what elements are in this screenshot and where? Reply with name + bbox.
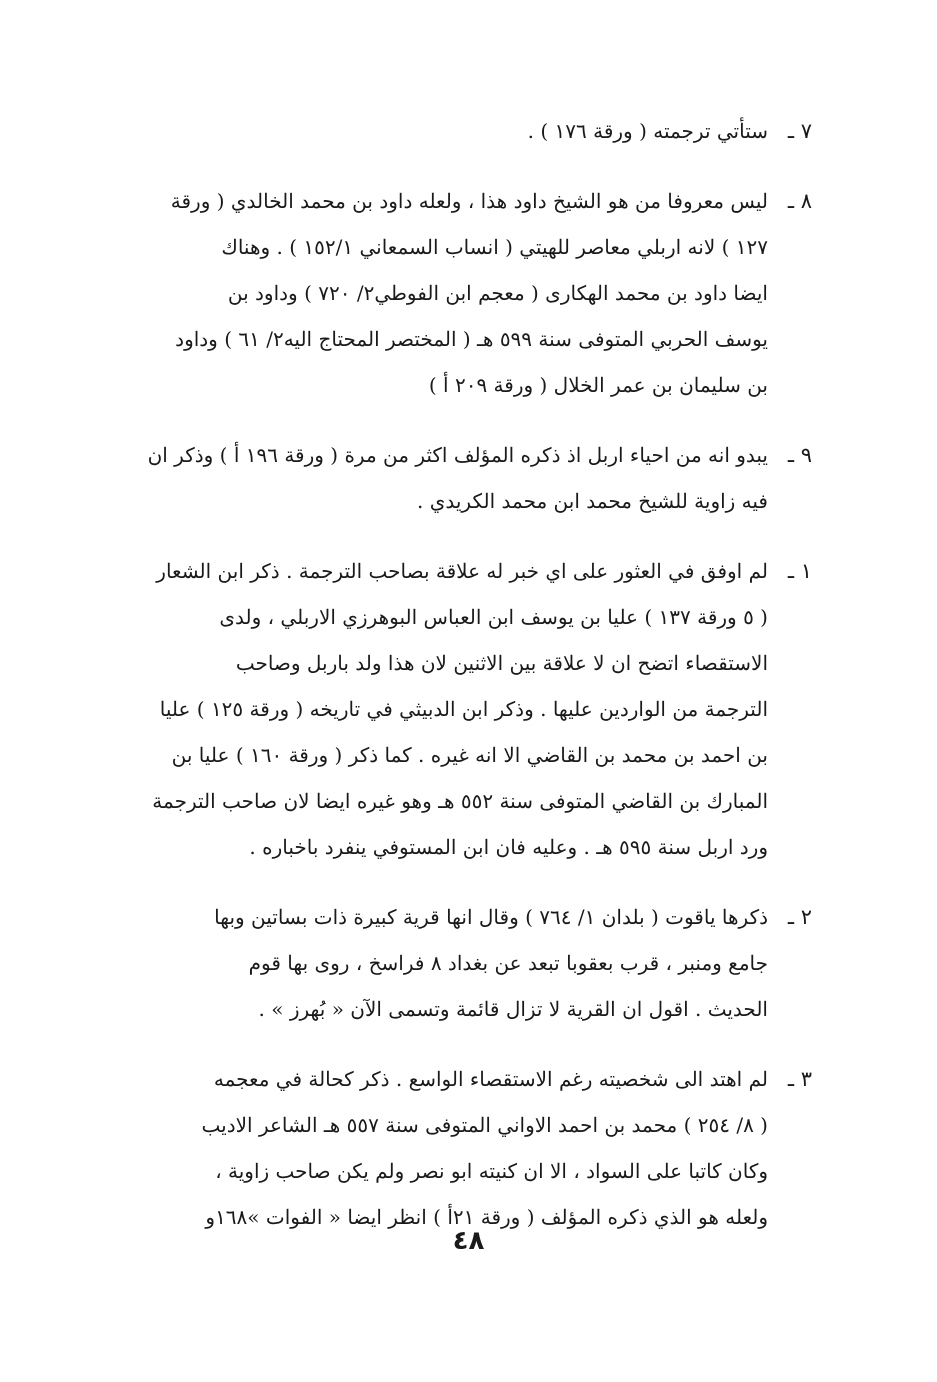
text-line: يوسف الحربي المتوفى سنة ٥٩٩ هـ ( المختصر المحتاج اليه٢/ ٦١ ) وداود [175, 327, 768, 351]
text-line: ( ٥ ورقة ١٣٧ ) عليا بن يوسف ابن العباس البوهرزي الاربلي ، ولدى [219, 605, 768, 629]
text-line: ( ٨/ ٢٥٤ ) محمد بن احمد الاواني المتوفى سنة ٥٥٧ هـ الشاعر الاديب [201, 1113, 768, 1137]
footnote [130, 108, 812, 154]
text-line: يبدو انه من احياء اربل اذ ذكره المؤلف اكثر من مرة ( ورقة ١٩٦ أ ) وذكر ان [147, 443, 768, 467]
footnote [130, 548, 812, 870]
text-line: ايضا داود بن محمد الهكارى ( معجم ابن الفوطي٢/ ٧٢٠ ) وداود بن [227, 281, 768, 305]
text-line: بن احمد بن محمد بن القاضي الا انه غيره . كما ذكر ( ورقة ١٦٠ ) عليا بن [171, 743, 768, 767]
footnote-text [130, 548, 768, 870]
text-line: ستأتي ترجمته ( ورقة ١٧٦ ) . [527, 119, 768, 143]
text-line: ورد اربل سنة ٥٩٥ هـ . وعليه فان ابن المستوفي ينفرد باخباره . [249, 835, 768, 859]
text-line: المبارك بن القاضي المتوفى سنة ٥٥٢ هـ وهو غيره ايضا لان صاحب الترجمة [152, 789, 768, 813]
text-line: الحديث . اقول ان القرية لا تزال قائمة وتسمى الآن « بُهرز » . [258, 997, 768, 1021]
text-line: الترجمة من الواردين عليها . وذكر ابن الدبيثي في تاريخه ( ورقة ١٢٥ ) عليا [159, 697, 768, 721]
footnote [130, 1056, 812, 1240]
text-line: الاستقصاء اتضح ان لا علاقة بين الاثنين لان هذا ولد باربل وصاحب [235, 651, 768, 675]
footnote-number: ٢ ـ [787, 905, 812, 929]
text-line: فيه زاوية للشيخ محمد ابن محمد الكريدي . [416, 489, 768, 513]
footnote [130, 178, 812, 408]
text-line: وكان كاتبا على السواد ، الا ان كنيته ابو نصر ولم يكن صاحب زاوية ، [215, 1159, 768, 1183]
footnote-number: ٩ ـ [787, 443, 812, 467]
text-line: جامع ومنبر ، قرب بعقوبا تبعد عن بغداد ٨ فراسخ ، روى بها قوم [248, 951, 768, 975]
text-line: ١٢٧ ) لانه اربلي معاصر للهيتي ( انساب السمعاني ١٥٢/١ ) . وهناك [221, 235, 768, 259]
text-line: لم اوفق في العثور على اي خبر له علاقة بصاحب الترجمة . ذكر ابن الشعار [156, 559, 768, 583]
text-line: ليس معروفا من هو الشيخ داود هذا ، ولعله داود بن محمد الخالدي ( ورقة [170, 189, 768, 213]
footnote-number: ٨ ـ [787, 189, 812, 213]
footnotes [130, 108, 812, 1264]
footnote-text [130, 1056, 768, 1240]
footnote [130, 894, 812, 1032]
footnote-text [130, 108, 768, 154]
footnote-text [130, 178, 768, 408]
text-line: بن سليمان بن عمر الخلال ( ورقة ٢٠٩ أ ) [428, 373, 768, 397]
footnote-number: ١ ـ [787, 559, 812, 583]
footnote-text [130, 894, 768, 1032]
footnote-number: ٣ ـ [787, 1067, 812, 1091]
text-line: لم اهتد الى شخصيته رغم الاستقصاء الواسع . ذكر كحالة في معجمه [213, 1067, 768, 1091]
text-line: ذكرها ياقوت ( بلدان ١/ ٧٦٤ ) وقال انها قرية كبيرة ذات بساتين وبها [214, 905, 768, 929]
text-line: ولعله هو الذي ذكره المؤلف ( ورقة ٢١أ ) انظر ايضا « الفوات »١٦٨و [205, 1205, 768, 1229]
footnote-number: ٧ ـ [787, 119, 812, 143]
footnote-text [130, 432, 768, 524]
page-number: ٤٨ [452, 1226, 485, 1256]
footnote [130, 432, 812, 524]
